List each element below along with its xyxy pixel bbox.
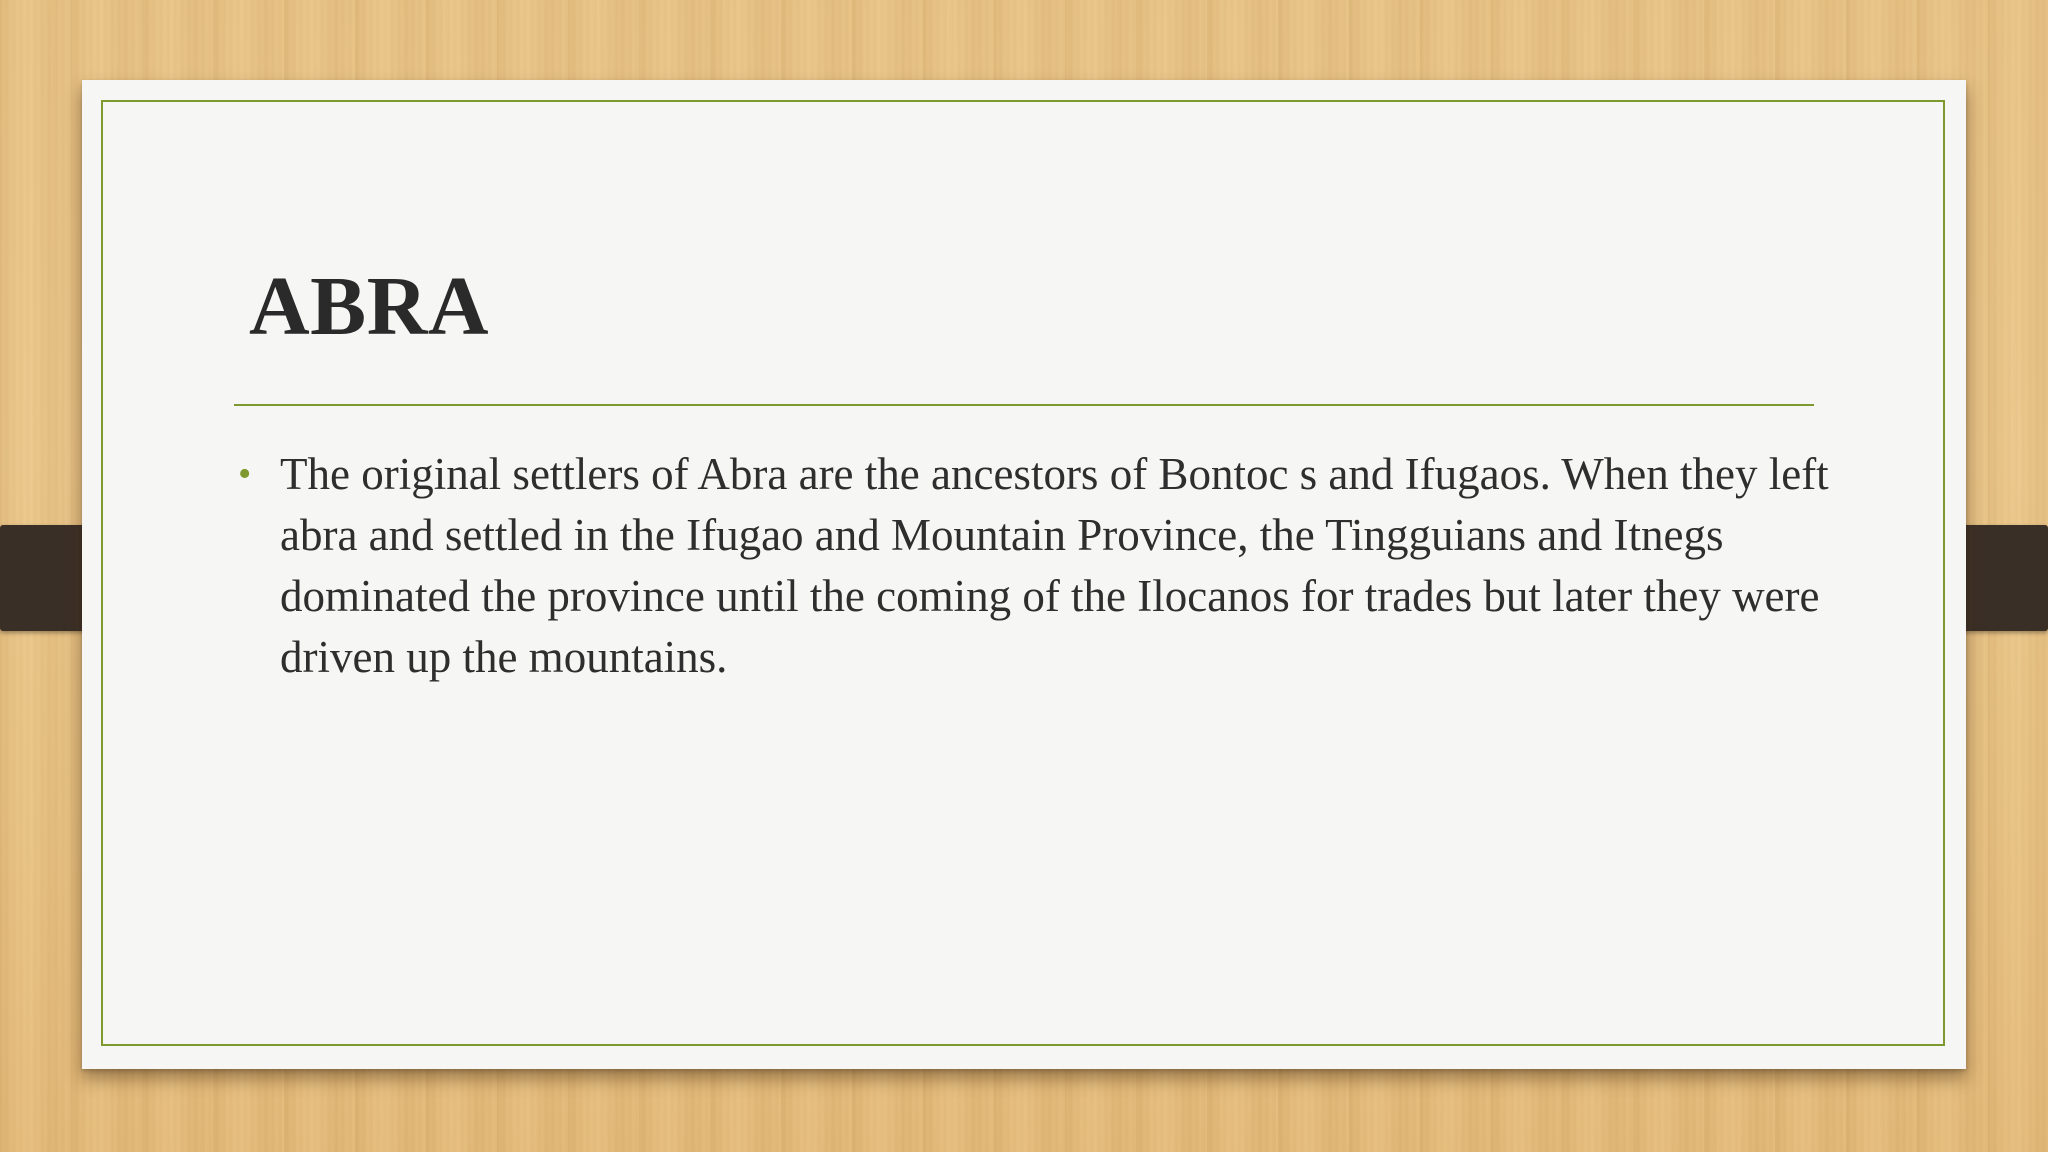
- slide-card: [82, 80, 1966, 1069]
- bullet-item: [234, 444, 1834, 688]
- title-divider: [234, 404, 1814, 406]
- bullet-dot-icon: •: [238, 453, 252, 495]
- bullet-text: The original settlers of Abra are the ancestors of Bontoc s and Ifugaos. When they left abra and settled in the Ifugao and Mountain Province, the Tingguians and Itnegs dominated the province until the coming of the Ilocanos for trades but later they were driven up the mountains.: [280, 449, 1829, 682]
- bullet-list: [234, 444, 1834, 688]
- slide-title: ABRA: [249, 260, 490, 353]
